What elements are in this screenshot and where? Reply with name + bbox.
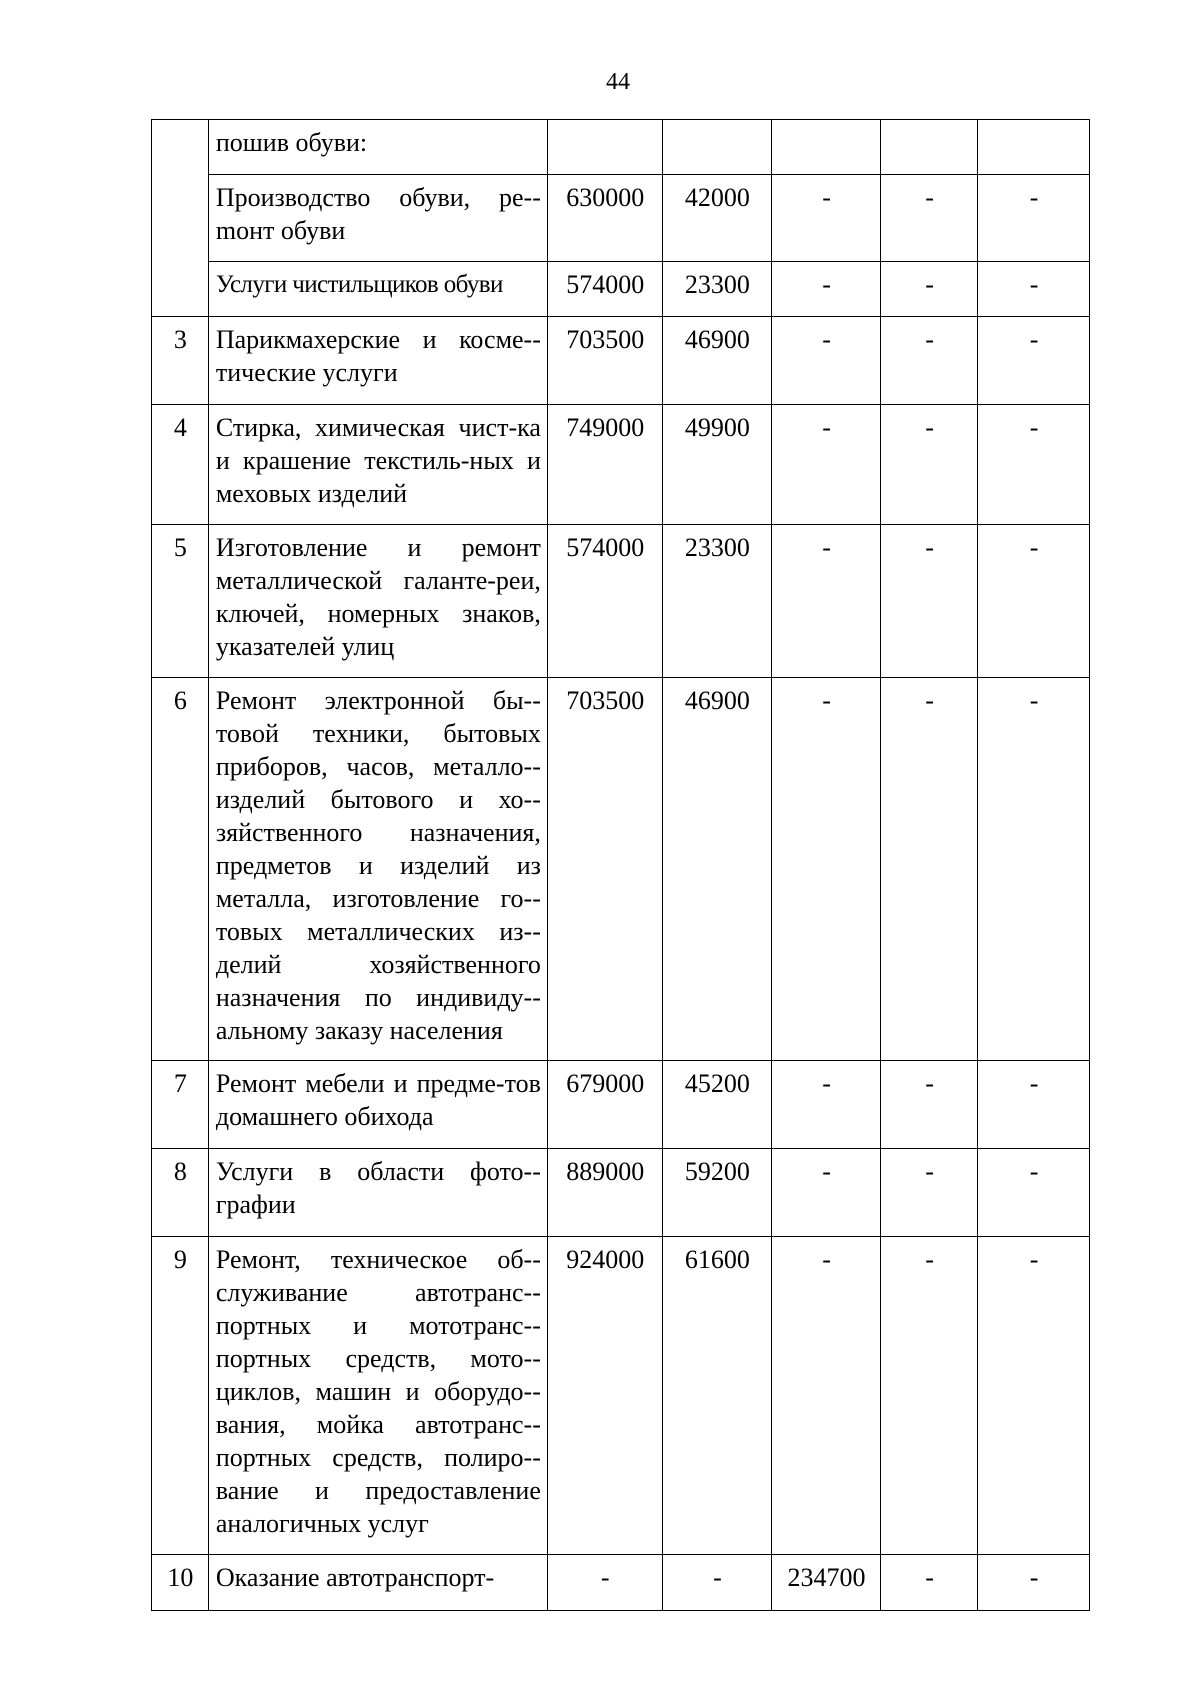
table-row	[152, 525, 1090, 678]
value-cell-1: 924000	[547, 1237, 662, 1555]
value-cell-5: -	[978, 317, 1090, 405]
activity-name-cell: Производство обуви, ре-mонт обуви	[208, 175, 547, 262]
activity-name-cell: Парикмахерские и космe-тические услуги	[208, 317, 547, 405]
activity-name-cell: Ремонт, техническое об-служивание автотранс-портных и мототранс-портных средств, мото-циклов, машин и оборудо-вания, мойка автотранс-портных средств, полиро-вание и предоставление аналогичных услуг	[208, 1237, 547, 1555]
value-cell-4: -	[880, 1149, 977, 1237]
row-number-cell: 8	[152, 1149, 209, 1237]
activity-name-cell: Ремонт мебели и предме-тов домашнего обихода	[208, 1061, 547, 1149]
value-cell-1: 703500	[547, 317, 662, 405]
value-cell-2: 59200	[662, 1149, 772, 1237]
services-tax-table	[151, 119, 1090, 1611]
value-cell-2: 61600	[662, 1237, 772, 1555]
value-cell-4: -	[880, 317, 977, 405]
page-number: 44	[606, 69, 630, 95]
value-cell-1: 749000	[547, 405, 662, 525]
table-row	[152, 175, 1090, 262]
value-cell-4: -	[880, 678, 977, 1061]
value-cell-5: -	[978, 525, 1090, 678]
table-row	[152, 405, 1090, 525]
value-cell-1: 703500	[547, 678, 662, 1061]
value-cell-2: 23300	[662, 525, 772, 678]
value-cell-3: -	[772, 1061, 881, 1149]
table-row	[152, 1237, 1090, 1555]
value-cell-1: 889000	[547, 1149, 662, 1237]
row-number-cell	[152, 120, 209, 317]
table-row	[152, 317, 1090, 405]
value-cell-5: -	[978, 1555, 1090, 1611]
table-row	[152, 678, 1090, 1061]
table-row	[152, 1555, 1090, 1611]
row-number-cell: 5	[152, 525, 209, 678]
value-cell-2	[662, 120, 772, 175]
value-cell-3: -	[772, 405, 881, 525]
value-cell-5: -	[978, 175, 1090, 262]
activity-name-cell: Ремонт электронной бы-товой техники, бытовых приборов, часов, металло-изделий бытового и хо-зяйственного назначения, предметов и изделий из металла, изготовление го-товых металлических из-делий хозяйственного назначения по индивиду-альному заказу населения	[208, 678, 547, 1061]
value-cell-1: -	[547, 1555, 662, 1611]
row-number-cell: 10	[152, 1555, 209, 1611]
value-cell-1: 679000	[547, 1061, 662, 1149]
value-cell-1	[547, 120, 662, 175]
activity-name-cell: Стирка, химическая чист-ка и крашение текстиль-ных и меховых изделий	[208, 405, 547, 525]
value-cell-2: 45200	[662, 1061, 772, 1149]
table-row	[152, 1061, 1090, 1149]
value-cell-5: -	[978, 1237, 1090, 1555]
value-cell-3: -	[772, 1237, 881, 1555]
activity-name-cell: Услуги в области фото-графии	[208, 1149, 547, 1237]
value-cell-5: -	[978, 678, 1090, 1061]
activity-name-cell: пошив обуви:	[208, 120, 547, 175]
value-cell-2: 42000	[662, 175, 772, 262]
value-cell-4: -	[880, 175, 977, 262]
row-number-cell: 7	[152, 1061, 209, 1149]
value-cell-5: -	[978, 405, 1090, 525]
activity-name-cell: Оказание автотранспорт-	[208, 1555, 547, 1611]
value-cell-1: 574000	[547, 262, 662, 317]
value-cell-2: 46900	[662, 317, 772, 405]
table-row	[152, 120, 1090, 175]
value-cell-4: -	[880, 1061, 977, 1149]
value-cell-5: -	[978, 1061, 1090, 1149]
value-cell-2: -	[662, 1555, 772, 1611]
value-cell-3: -	[772, 262, 881, 317]
table-row	[152, 1149, 1090, 1237]
value-cell-2: 49900	[662, 405, 772, 525]
value-cell-4: -	[880, 525, 977, 678]
row-number-cell: 9	[152, 1237, 209, 1555]
value-cell-4: -	[880, 1555, 977, 1611]
value-cell-3: -	[772, 317, 881, 405]
row-number-cell: 3	[152, 317, 209, 405]
activity-name-cell: Изготовление и ремонт металлической галанте-реи, ключей, номерных знаков, указателей улиц	[208, 525, 547, 678]
value-cell-3: 234700	[772, 1555, 881, 1611]
value-cell-4: -	[880, 405, 977, 525]
value-cell-3: -	[772, 1149, 881, 1237]
value-cell-3: -	[772, 525, 881, 678]
row-number-cell: 6	[152, 678, 209, 1061]
value-cell-4: -	[880, 262, 977, 317]
row-number-cell: 4	[152, 405, 209, 525]
value-cell-5	[978, 120, 1090, 175]
value-cell-3: -	[772, 678, 881, 1061]
value-cell-1: 574000	[547, 525, 662, 678]
value-cell-3: -	[772, 175, 881, 262]
table-row	[152, 262, 1090, 317]
value-cell-4	[880, 120, 977, 175]
value-cell-1: 630000	[547, 175, 662, 262]
value-cell-5: -	[978, 262, 1090, 317]
value-cell-3	[772, 120, 881, 175]
value-cell-5: -	[978, 1149, 1090, 1237]
value-cell-2: 23300	[662, 262, 772, 317]
value-cell-2: 46900	[662, 678, 772, 1061]
activity-name-cell: Услуги чистильщиков обуви	[208, 262, 547, 317]
value-cell-4: -	[880, 1237, 977, 1555]
